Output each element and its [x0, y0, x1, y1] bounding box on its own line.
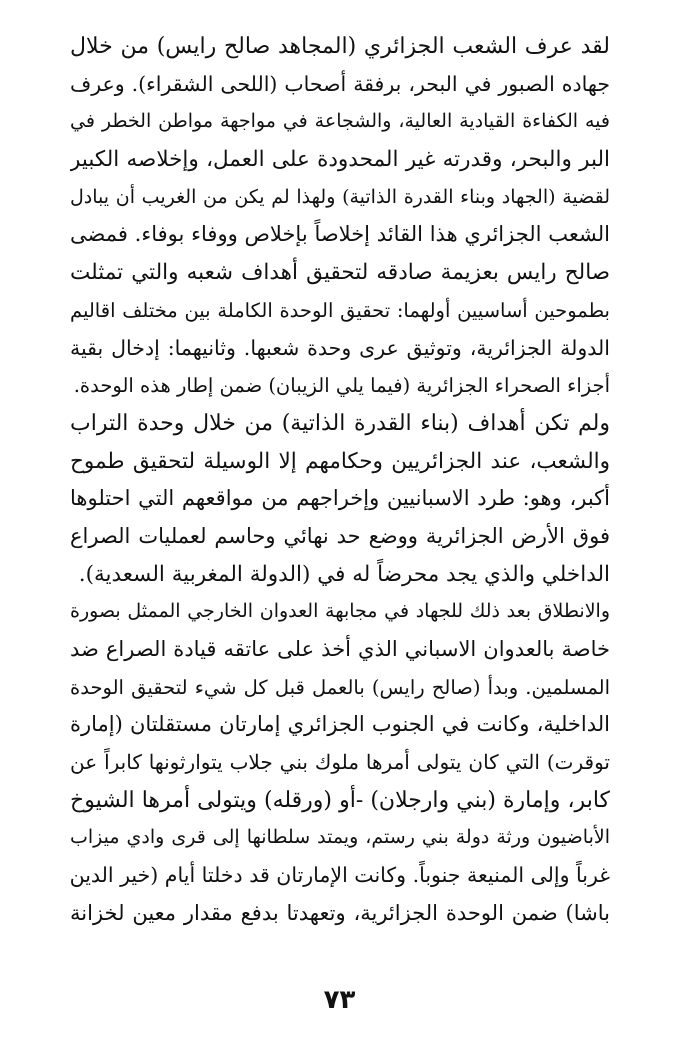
page-number: ٧٣ — [323, 985, 356, 1015]
text-line: توقرت) التي كان يتولى أمرها ملوك بني جلاب يتوارثونها كابراً عن — [70, 750, 610, 775]
text-line: لقضية (الجهاد وبناء القدرة الذاتية) ولهذا لم يكن من الغريب أن يبادل — [70, 185, 610, 208]
text-line: لقد عرف الشعب الجزائري (المجاهد صالح رايس) من خلال — [70, 34, 610, 59]
text-line: والانطلاق بعد ذلك للجهاد في مجابهة العدوان الخارجي الممثل بصورة — [70, 600, 610, 623]
text-line: الدولة الجزائرية، وتوثيق عرى وحدة شعبها. وثانيهما: إدخال بقية — [70, 335, 610, 360]
text-line: بطموحين أساسيين أولهما: تحقيق الوحدة الكاملة بين مختلف اقاليم — [70, 298, 610, 322]
text-line: البر والبحر، وقدرته غير المحدودة على العمل، وإخلاصه الكبير — [70, 147, 610, 173]
text-line: الشعب الجزائري هذا القائد إخلاصاً بإخلاص ووفاء بوفاء. فمضى — [70, 222, 610, 247]
text-line: والشعب، عند الجزائريين وحكامهم إلا الوسيلة لتحقيق طموح — [70, 448, 610, 474]
text-line: أجزاء الصحراء الجزائرية (فيما يلي الزيبان) ضمن إطار هذه الوحدة. — [73, 374, 610, 398]
text-line: جهاده الصبور في البحر، برفقة أصحاب (اللحى الشقراء). وعرف — [70, 71, 610, 96]
text-line: فوق الأرض الجزائرية ووضع حد نهائي وحاسم لعمليات الصراع — [70, 523, 610, 548]
text-line: غرباً وإلى المنيعة جنوباً. وكانت الإمارتان قد دخلتا أيام (خير الدين — [70, 863, 610, 888]
text-line: الداخلي والذي يجد محرضاً له في (الدولة المغربية السعدية). — [78, 561, 610, 587]
text-line: كابر، وإمارة (بني وارجلان) -أو (ورقله) ويتولى أمرها الشيوخ — [70, 787, 610, 813]
text-line: باشا) ضمن الوحدة الجزائرية، وتعهدتا بدفع مقدار معين لخزانة — [70, 900, 610, 925]
text-line: أكبر، وهو: طرد الاسبانيين وإخراجهم من مواقعهم التي احتلوها — [70, 486, 610, 511]
text-line: ولم تكن أهداف (بناء القدرة الذاتية) من خلال وحدة التراب — [70, 410, 610, 436]
text-line: فيه الكفاءة القيادية العالية، والشجاعة في مواجهة مواطن الخطر في — [70, 110, 610, 133]
body-text — [70, 28, 610, 933]
text-line: الداخلية، وكانت في الجنوب الجزائري إمارتان مستقلتان (إمارة — [70, 712, 610, 737]
text-line: صالح رايس بعزيمة صادقه لتحقيق أهداف شعبه والتي تمثلت — [70, 260, 610, 286]
text-line: الأباضيون ورثة دولة بني رستم، ويمتد سلطانها إلى قرى وادي ميزاب — [70, 826, 610, 849]
text-line: خاصة بالعدوان الاسباني الذي أخذ على عاتقه قيادة الصراع ضد — [70, 637, 610, 661]
text-line: المسلمين. وبدأ (صالح رايس) بالعمل قبل كل شيء لتحقيق الوحدة — [70, 675, 610, 699]
